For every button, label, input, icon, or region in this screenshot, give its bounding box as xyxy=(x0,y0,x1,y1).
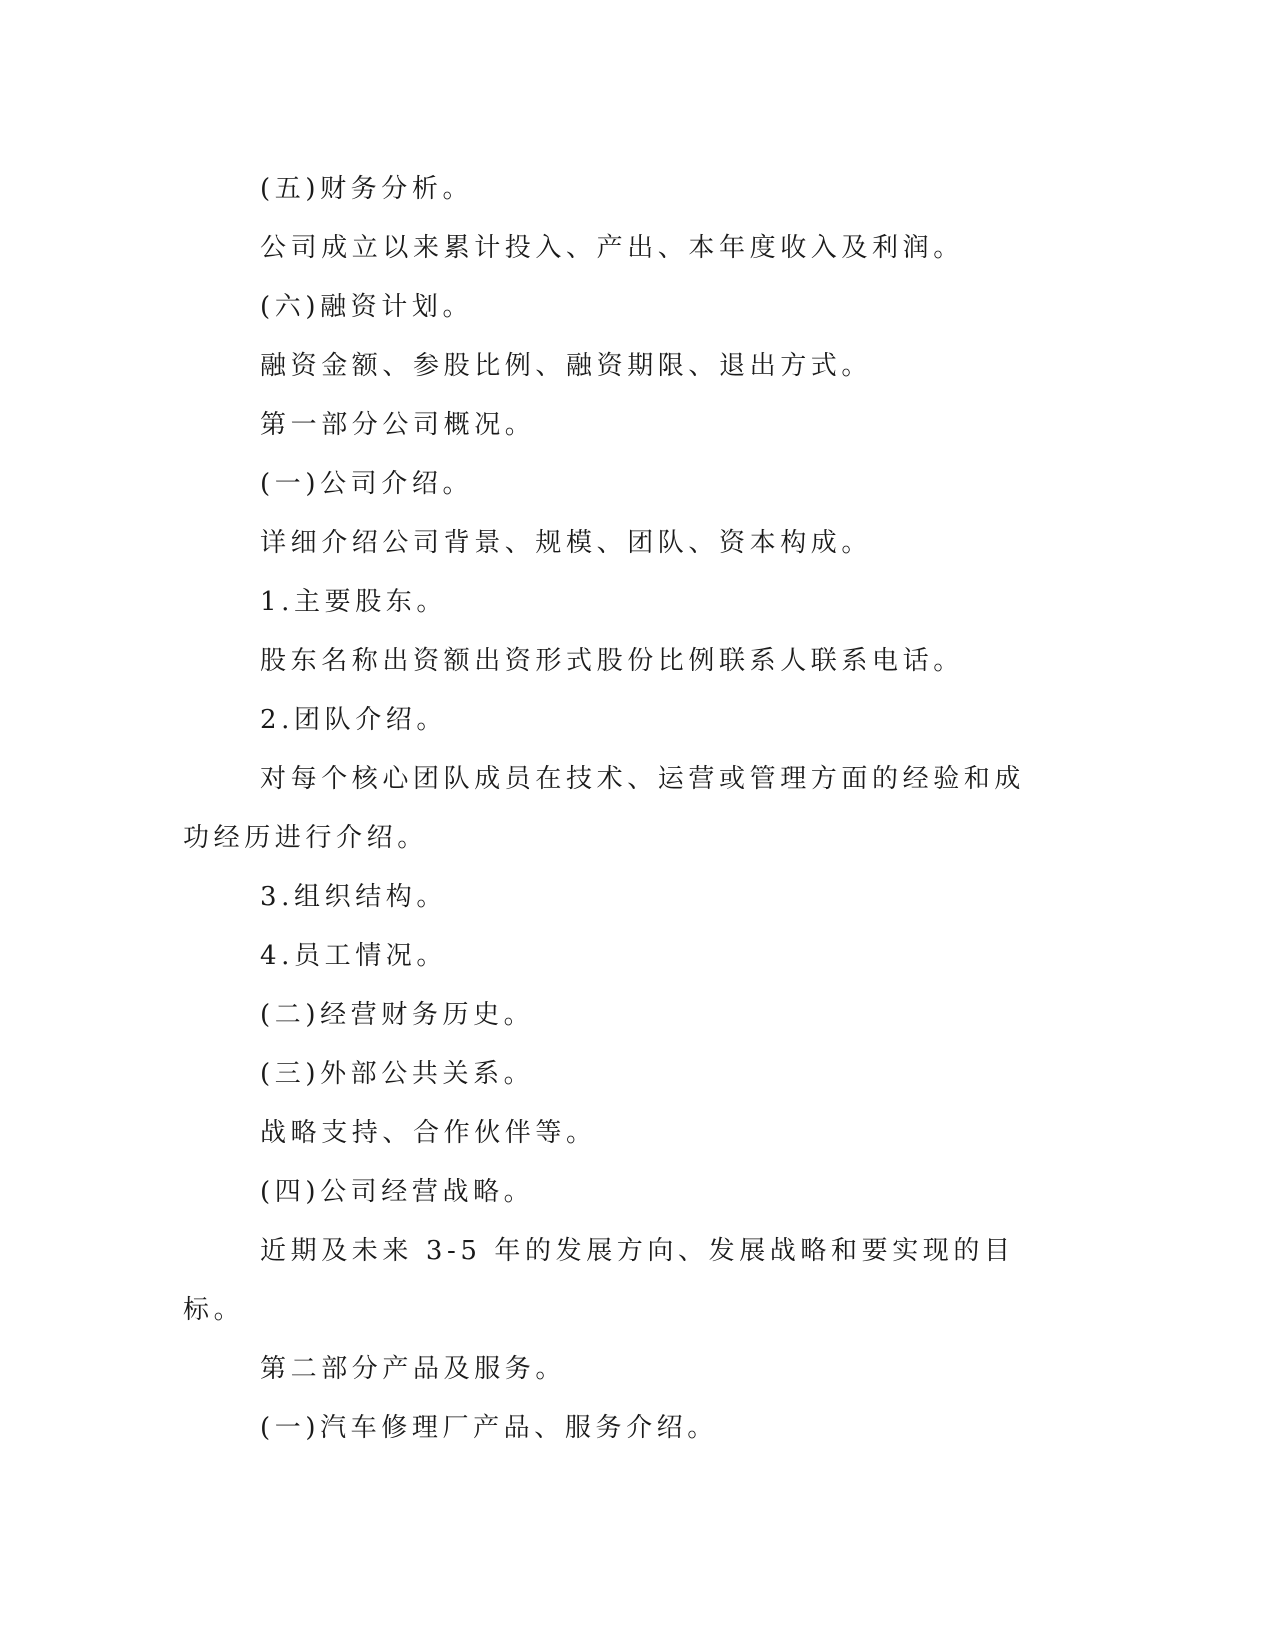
paragraph: 第一部分公司概况。 xyxy=(260,410,536,440)
paragraph: 战略支持、合作伙伴等。 xyxy=(260,1118,597,1148)
paragraph: 1.主要股东。 xyxy=(260,587,448,617)
paragraph: (五)财务分析。 xyxy=(260,174,474,204)
paragraph: (二)经营财务历史。 xyxy=(260,1000,535,1030)
paragraph: 股东名称出资额出资形式股份比例联系人联系电话。 xyxy=(260,646,964,676)
paragraph: 2.团队介绍。 xyxy=(260,705,448,735)
paragraph: 公司成立以来累计投入、产出、本年度收入及利润。 xyxy=(260,233,964,263)
paragraph: 第二部分产品及服务。 xyxy=(260,1354,567,1384)
paragraph: 详细介绍公司背景、规模、团队、资本构成。 xyxy=(260,528,873,558)
paragraph: 4.员工情况。 xyxy=(260,941,448,971)
paragraph: (一)汽车修理厂产品、服务介绍。 xyxy=(260,1413,718,1443)
paragraph: 对每个核心团队成员在技术、运营或管理方面的经验和成功经历进行介绍。 xyxy=(183,764,1026,853)
paragraph: (一)公司介绍。 xyxy=(260,469,474,499)
document-body xyxy=(183,160,1043,1458)
paragraph: 3.组织结构。 xyxy=(260,882,448,912)
paragraph: (六)融资计划。 xyxy=(260,292,474,322)
paragraph: 近期及未来 3-5 年的发展方向、发展战略和要实现的目标。 xyxy=(183,1236,1015,1325)
paragraph: 融资金额、参股比例、融资期限、退出方式。 xyxy=(260,351,873,381)
paragraph: (四)公司经营战略。 xyxy=(260,1177,535,1207)
paragraph: (三)外部公共关系。 xyxy=(260,1059,535,1089)
